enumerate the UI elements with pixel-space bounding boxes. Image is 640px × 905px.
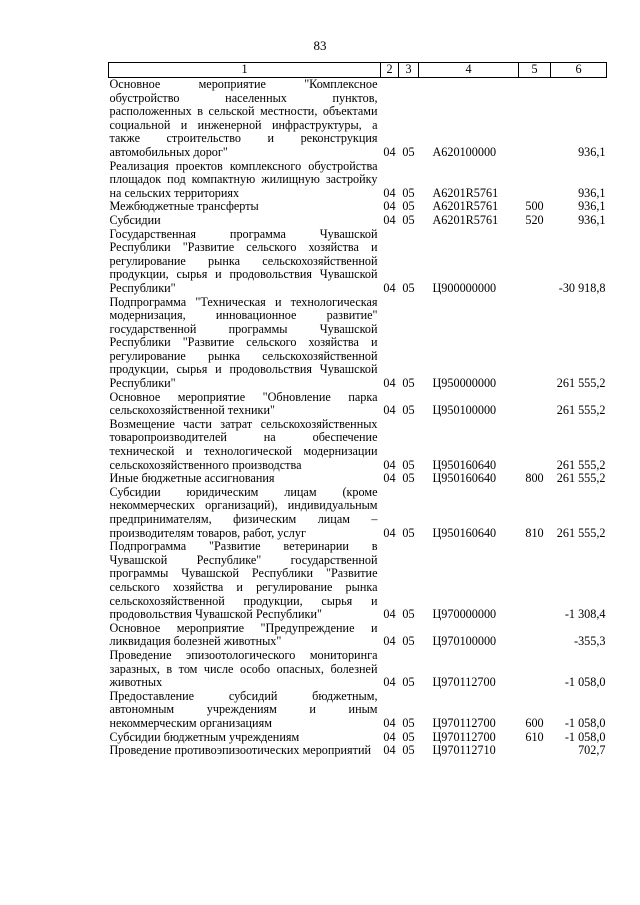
table-row bbox=[109, 690, 607, 731]
row-section: 04 bbox=[383, 457, 396, 472]
row-subsection: 05 bbox=[402, 525, 415, 540]
row-section: 04 bbox=[383, 403, 396, 418]
row-subsection: 05 bbox=[402, 729, 415, 744]
table-row bbox=[109, 418, 607, 472]
row-subsection: 05 bbox=[402, 457, 415, 472]
row-expense-type bbox=[519, 78, 551, 160]
table-row bbox=[109, 649, 607, 690]
row-name: Иные бюджетные ассигнования bbox=[109, 471, 275, 486]
row-target-code: Ц950160640 bbox=[432, 471, 497, 486]
row-section: 04 bbox=[383, 185, 396, 200]
row-section: 04 bbox=[383, 729, 396, 744]
row-section: 04 bbox=[383, 607, 396, 622]
row-section: 04 bbox=[383, 715, 396, 730]
row-name: Межбюджетные трансферты bbox=[109, 199, 259, 214]
row-expense-type bbox=[519, 744, 551, 758]
row-amount: 261 555,2 bbox=[556, 471, 606, 486]
row-subsection: 05 bbox=[402, 743, 415, 758]
row-amount: 936,1 bbox=[578, 199, 606, 214]
header-col-5: 5 bbox=[519, 63, 551, 78]
row-subsection: 05 bbox=[402, 715, 415, 730]
row-amount: -355,3 bbox=[574, 634, 606, 649]
row-target-code: Ц950160640 bbox=[432, 457, 497, 472]
header-col-6: 6 bbox=[551, 63, 607, 78]
row-subsection: 05 bbox=[402, 185, 415, 200]
row-expense-type: 500 bbox=[525, 199, 544, 214]
row-expense-type: 810 bbox=[525, 525, 544, 540]
row-target-code: Ц970112700 bbox=[432, 729, 496, 744]
header-col-4: 4 bbox=[419, 63, 519, 78]
row-name: Основное мероприятие "Комплексное обустройство населенных пунктов, расположенных в сельской местности, объектами социальной и инженерной инфраструктуры, а также строительство и реконструкция автомобильных дорог" bbox=[109, 77, 378, 159]
row-section: 04 bbox=[383, 212, 396, 227]
header-col-2: 2 bbox=[381, 63, 399, 78]
row-subsection: 05 bbox=[402, 199, 415, 214]
row-subsection: 05 bbox=[402, 212, 415, 227]
row-amount: 261 555,2 bbox=[556, 525, 606, 540]
row-subsection: 05 bbox=[402, 675, 415, 690]
row-expense-type: 610 bbox=[525, 729, 544, 744]
row-name: Государственная программа Чувашской Республики "Развитие сельского хозяйства и регулирование рынка сельскохозяйственной продукции, сырья и продовольствия Чувашской Республики" bbox=[109, 226, 378, 295]
page-number: 83 bbox=[313, 38, 327, 53]
row-name: Субсидии бюджетным учреждениям bbox=[109, 729, 300, 744]
row-amount: -30 918,8 bbox=[558, 280, 606, 295]
row-subsection: 05 bbox=[402, 280, 415, 295]
row-name: Субсидии юридическим лицам (кроме некоммерческих организаций), индивидуальным предпринимателям, физическим лицам – производителям товаров, работ, услуг bbox=[109, 484, 378, 540]
row-section: 04 bbox=[383, 144, 396, 159]
row-section: 04 bbox=[383, 471, 396, 486]
row-expense-type bbox=[519, 296, 551, 391]
row-target-code: Ц970100000 bbox=[432, 634, 497, 649]
row-amount: 702,7 bbox=[578, 743, 606, 758]
row-target-code: А6201R5761 bbox=[432, 212, 499, 227]
row-amount: 936,1 bbox=[578, 144, 606, 159]
table-row bbox=[109, 200, 607, 214]
row-target-code: Ц950160640 bbox=[432, 525, 497, 540]
budget-table bbox=[108, 62, 607, 758]
row-expense-type bbox=[519, 228, 551, 296]
row-expense-type: 800 bbox=[525, 471, 544, 486]
row-section: 04 bbox=[383, 199, 396, 214]
row-expense-type bbox=[519, 391, 551, 418]
row-subsection: 05 bbox=[402, 634, 415, 649]
row-target-code: А6201R5761 bbox=[432, 199, 499, 214]
row-amount: 936,1 bbox=[578, 185, 606, 200]
row-name: Подпрограмма "Развитие ветеринарии в Чувашской Республике" государственной программы Чувашской Республики "Развитие сельского хозяйства и регулирование рынка сельскохозяйственной продукции, сырья и продовольствия Чувашской Республики" bbox=[109, 539, 378, 622]
row-name: Основное мероприятие "Обновление парка сельскохозяйственной техники" bbox=[109, 389, 378, 418]
row-amount: 261 555,2 bbox=[556, 376, 606, 391]
table-row bbox=[109, 540, 607, 622]
table-row bbox=[109, 78, 607, 160]
row-subsection: 05 bbox=[402, 376, 415, 391]
table-row bbox=[109, 214, 607, 228]
row-amount: 261 555,2 bbox=[556, 403, 606, 418]
row-section: 04 bbox=[383, 743, 396, 758]
row-target-code: А6201R5761 bbox=[432, 185, 499, 200]
row-subsection: 05 bbox=[402, 403, 415, 418]
table-row bbox=[109, 731, 607, 745]
row-target-code: Ц970112710 bbox=[432, 743, 496, 758]
table-body bbox=[109, 78, 607, 758]
row-expense-type: 520 bbox=[525, 212, 544, 227]
table-row bbox=[109, 486, 607, 540]
row-target-code: Ц900000000 bbox=[432, 280, 497, 295]
table-row bbox=[109, 228, 607, 296]
row-section: 04 bbox=[383, 634, 396, 649]
row-expense-type: 600 bbox=[525, 715, 544, 730]
row-amount: 936,1 bbox=[578, 212, 606, 227]
row-section: 04 bbox=[383, 525, 396, 540]
row-expense-type bbox=[519, 418, 551, 472]
row-name: Подпрограмма "Техническая и технологическая модернизация, инновационное развитие" государственной программы Чувашской Республики "Развитие сельского хозяйства и регулирование рынка сельскохозяйственной продукции, сырья и продовольствия Чувашской Республики" bbox=[109, 294, 378, 391]
row-subsection: 05 bbox=[402, 144, 415, 159]
row-amount: -1 058,0 bbox=[564, 675, 606, 690]
row-name: Возмещение части затрат сельскохозяйственных товаропроизводителей на обеспечение технической и технологической модернизации сельскохозяйственного производства bbox=[109, 416, 378, 472]
table-row bbox=[109, 391, 607, 418]
row-amount: -1 058,0 bbox=[564, 729, 606, 744]
row-amount: -1 308,4 bbox=[564, 607, 606, 622]
row-expense-type bbox=[519, 622, 551, 649]
table-row bbox=[109, 622, 607, 649]
row-section: 04 bbox=[383, 376, 396, 391]
row-name: Предоставление субсидий бюджетным, автономным учреждениям и иным некоммерческим организациям bbox=[109, 688, 378, 730]
row-name: Проведение противоэпизоотических мероприятий bbox=[109, 743, 371, 758]
row-subsection: 05 bbox=[402, 471, 415, 486]
row-expense-type bbox=[519, 649, 551, 690]
row-amount: 261 555,2 bbox=[556, 457, 606, 472]
row-expense-type bbox=[519, 540, 551, 622]
row-expense-type bbox=[519, 160, 551, 201]
table-row bbox=[109, 160, 607, 201]
row-target-code: Ц970112700 bbox=[432, 675, 496, 690]
row-section: 04 bbox=[383, 280, 396, 295]
table-row bbox=[109, 472, 607, 486]
table-row bbox=[109, 744, 607, 758]
table-header-row bbox=[109, 63, 607, 78]
table-row bbox=[109, 296, 607, 391]
row-section: 04 bbox=[383, 675, 396, 690]
header-col-3: 3 bbox=[399, 63, 419, 78]
row-name: Проведение эпизоотологического мониторинга заразных, в том числе особо опасных, болезней животных bbox=[109, 647, 378, 690]
row-target-code: Ц950000000 bbox=[432, 376, 497, 391]
row-subsection: 05 bbox=[402, 607, 415, 622]
row-target-code: Ц950100000 bbox=[432, 403, 497, 418]
row-target-code: А620100000 bbox=[432, 144, 497, 159]
row-target-code: Ц970000000 bbox=[432, 607, 497, 622]
row-name: Основное мероприятие "Предупреждение и ликвидация болезней животных" bbox=[109, 620, 378, 649]
row-name: Реализация проектов комплексного обустройства площадок под компактную жилищную застройку на сельских территориях bbox=[109, 158, 378, 200]
row-amount: -1 058,0 bbox=[564, 715, 606, 730]
row-target-code: Ц970112700 bbox=[432, 715, 496, 730]
row-name: Субсидии bbox=[109, 212, 161, 227]
header-col-1: 1 bbox=[109, 63, 381, 78]
